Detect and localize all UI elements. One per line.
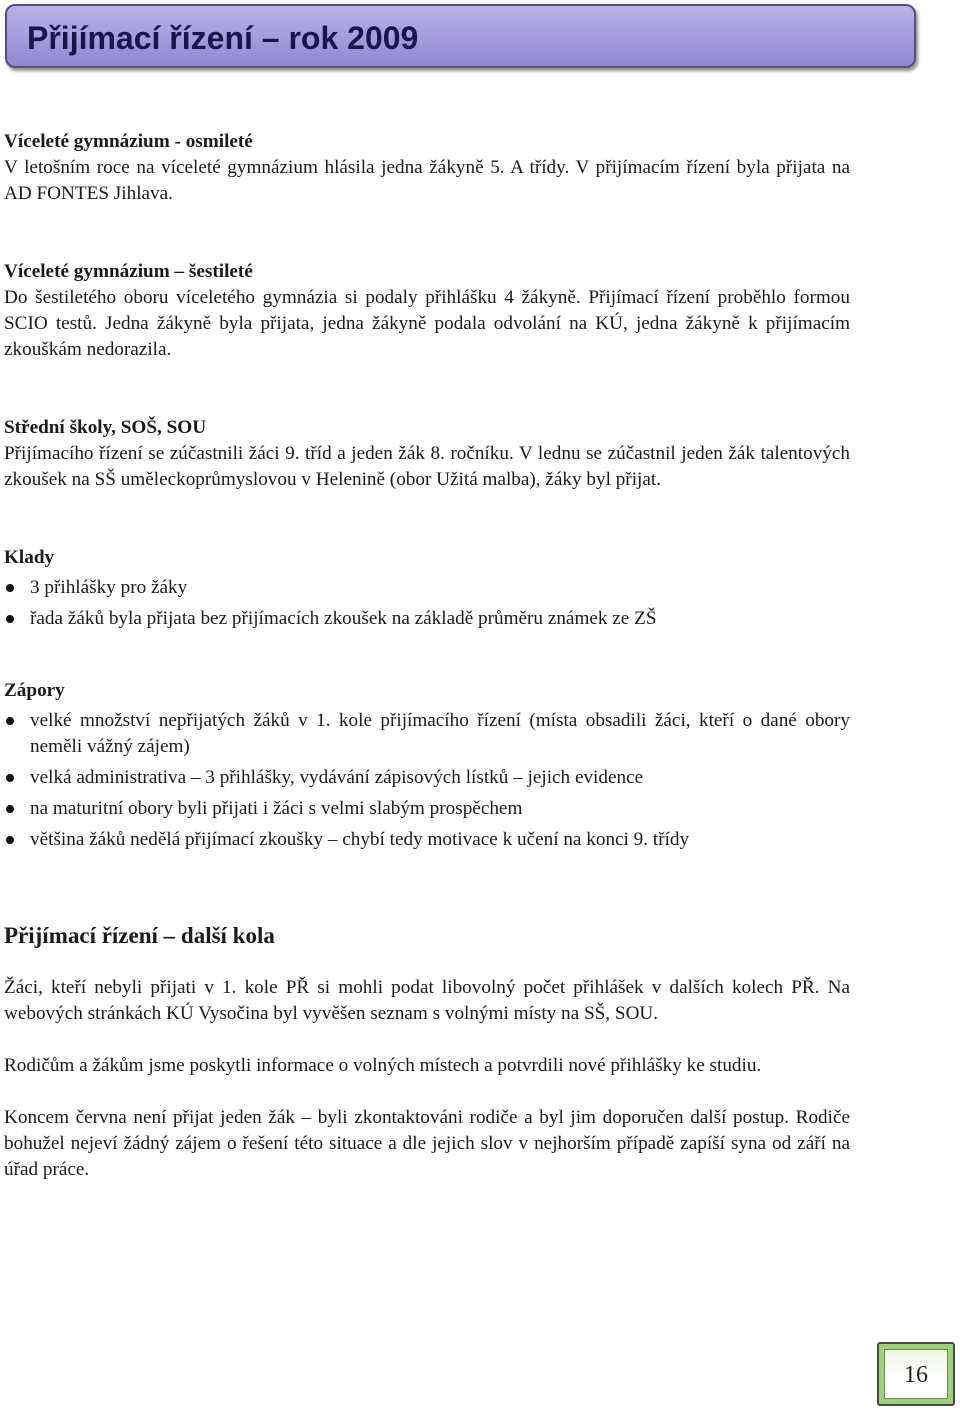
section-text: Přijímacího řízení se zúčastnili žáci 9. tříd a jeden žák 8. ročníku. V lednu se zúčastnil jeden žák talentových zkoušek na SŠ uměleckoprůmyslovou v Helenině (obor Užitá malba), žáky byl přijat. [4,443,850,490]
list-item: 3 přihlášky pro žáky [4,575,850,601]
document-body [4,129,850,1183]
section-viceleta-sestilete [4,259,850,363]
title-banner [5,4,916,68]
section-stredni-skoly [4,415,850,493]
section-heading: Střední školy, SOŠ, SOU [4,417,207,438]
bullet-icon [6,615,14,623]
section-heading: Klady [4,547,55,568]
zapory-list [4,708,850,853]
section-klady [4,545,850,632]
section-heading: Víceleté gymnázium - osmileté [4,131,253,152]
bullet-icon [6,836,14,844]
section-text: V letošním roce na víceleté gymnázium hlásila jedna žákyně 5. A třídy. V přijímacím řízení byla přijata na AD FONTES Jihlava. [4,157,850,204]
section-zapory [4,678,850,853]
page-title: Přijímací řízení – rok 2009 [27,20,419,56]
section-heading: Zápory [4,680,65,701]
section-heading: Víceleté gymnázium – šestileté [4,261,253,282]
page-number-badge [877,1342,955,1406]
section-viceleta-osmilete [4,129,850,207]
bullet-icon [6,717,14,725]
list-item: velké množství nepřijatých žáků v 1. kole přijímacího řízení (místa obsadili žáci, kteří o dané obory neměli vážný zájem) [4,708,850,760]
page-number: 16 [884,1349,948,1399]
section-title: Přijímací řízení – další kola [4,923,275,948]
paragraph: Žáci, kteří nebyli přijati v 1. kole PŘ si mohli podat libovolný počet přihlášek v dalších kolech PŘ. Na webových stránkách KÚ Vysočina byl vyvěšen seznam s volnými místy na SŠ, SOU. [4,977,850,1024]
list-item: většina žáků nedělá přijímací zkoušky – chybí tedy motivace k učení na konci 9. třídy [4,827,850,853]
section-dalsi-kola [4,921,850,1183]
paragraph: Koncem června není přijat jeden žák – byli zkontaktováni rodiče a byl jim doporučen další postup. Rodiče bohužel nejeví žádný zájem o řešení této situace a dle jejich slov v nejhorším případě zapíší syna od září na úřad práce. [4,1107,850,1180]
paragraph: Rodičům a žákům jsme poskytli informace o volných místech a potvrdili nové přihlášky ke studiu. [4,1055,762,1076]
bullet-icon [6,774,14,782]
list-item: řada žáků byla přijata bez přijímacích zkoušek na základě průměru známek ze ZŠ [4,606,850,632]
section-text: Do šestiletého oboru víceletého gymnázia si podaly přihlášku 4 žákyně. Přijímací řízení proběhlo formou SCIO testů. Jedna žákyně byla přijata, jedna žákyně podala odvolání na KÚ, jedna žákyně k přijímacím zkouškám nedorazila. [4,287,850,360]
list-item: velká administrativa – 3 přihlášky, vydávání zápisových lístků – jejich evidence [4,765,850,791]
list-item: na maturitní obory byli přijati i žáci s velmi slabým prospěchem [4,796,850,822]
bullet-icon [6,584,14,592]
klady-list [4,575,850,632]
bullet-icon [6,805,14,813]
